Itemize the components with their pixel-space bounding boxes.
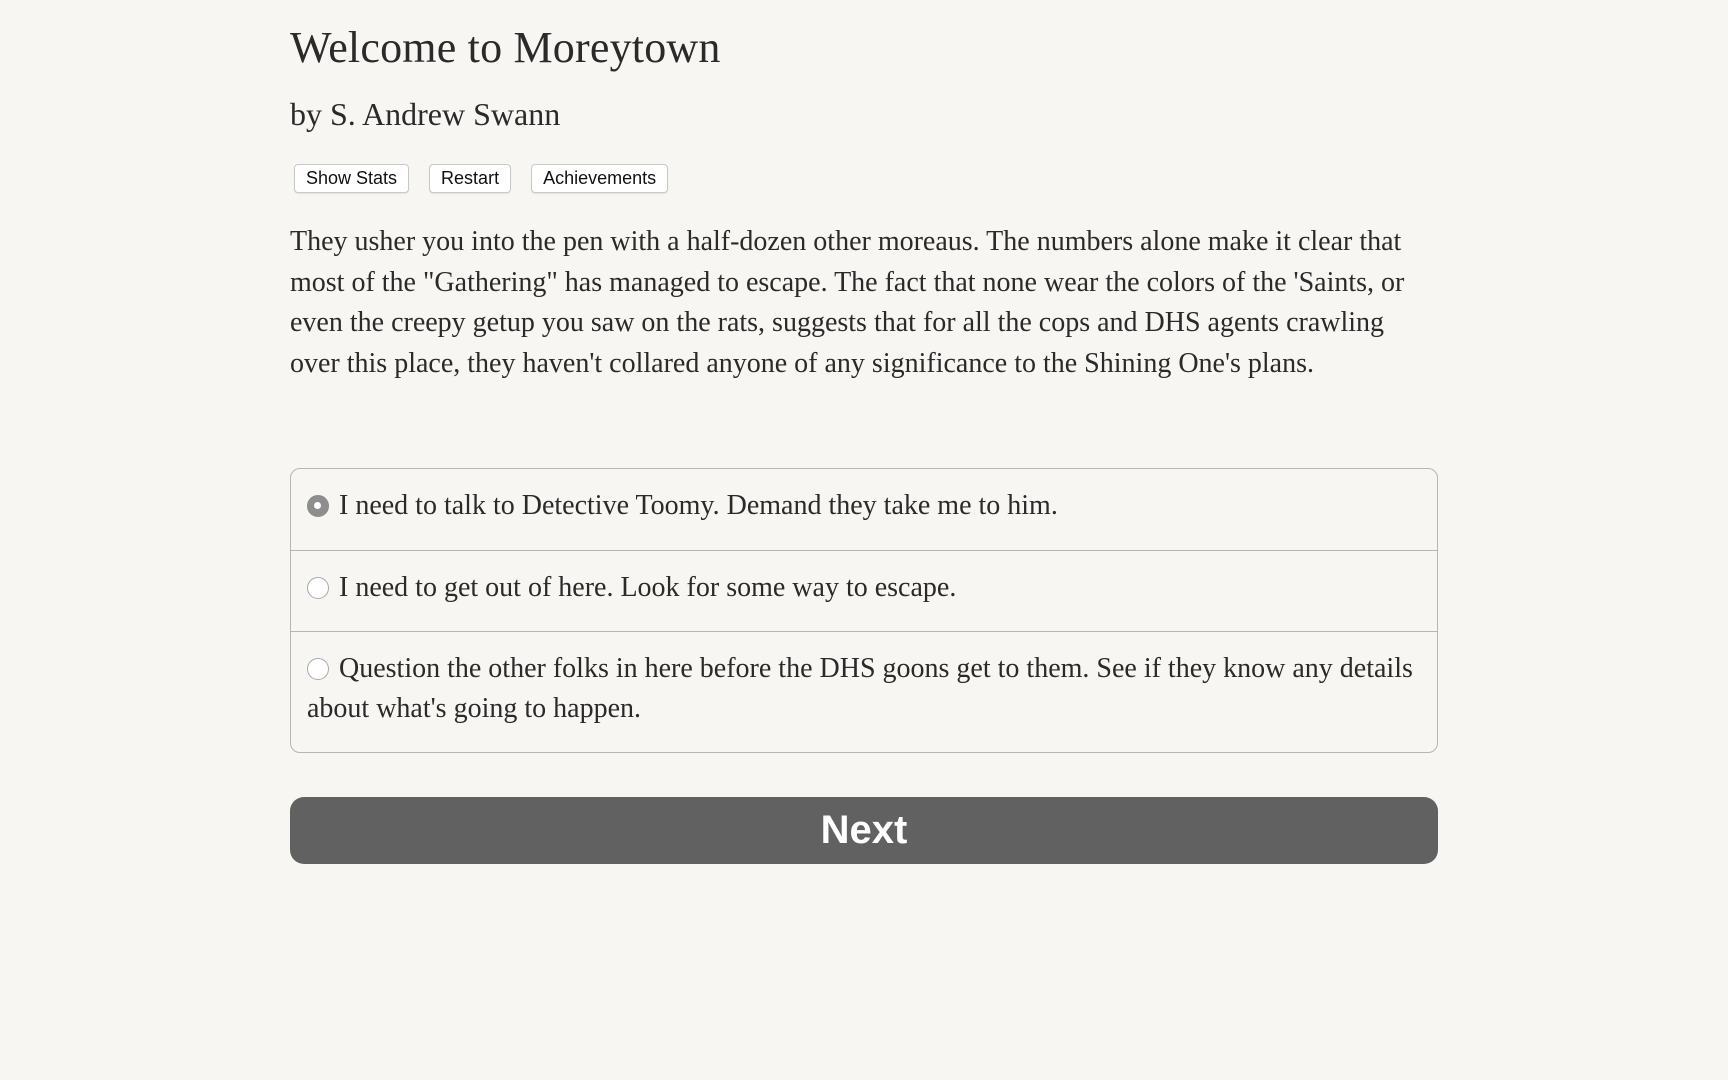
toolbar [294, 164, 668, 193]
choice-label: I need to talk to Detective Toomy. Demand they take me to him. [339, 490, 1058, 521]
radio-selected-icon[interactable] [307, 495, 329, 517]
story-passage: They usher you into the pen with a half-dozen other moreaus. The numbers alone make it clear that most of the "Gathering" has managed to escape. The fact that none wear the colors of the 'Saints, or even the creepy getup you saw on the rats, suggests that for all the cops and DHS agents crawling over this place, they haven't collared anyone of any significance to the Shining One's plans. [290, 226, 1405, 379]
choice-label: Question the other folks in here before the DHS goons get to them. See if they know any details about what's going to happen. [307, 653, 1413, 724]
choice-list [290, 468, 1438, 753]
radio-unselected-icon[interactable] [307, 577, 329, 599]
choice-option-1[interactable] [291, 469, 1437, 550]
radio-unselected-icon[interactable] [307, 658, 329, 680]
game-author: by S. Andrew Swann [290, 96, 561, 132]
achievements-button[interactable]: Achievements [531, 164, 668, 193]
restart-button[interactable]: Restart [429, 164, 511, 193]
choice-option-2[interactable] [291, 550, 1437, 631]
choice-option-3[interactable] [291, 631, 1437, 752]
show-stats-button[interactable]: Show Stats [294, 164, 409, 193]
game-title: Welcome to Moreytown [290, 23, 721, 72]
choice-label: I need to get out of here. Look for some way to escape. [339, 572, 957, 603]
next-button[interactable]: Next [290, 797, 1438, 864]
